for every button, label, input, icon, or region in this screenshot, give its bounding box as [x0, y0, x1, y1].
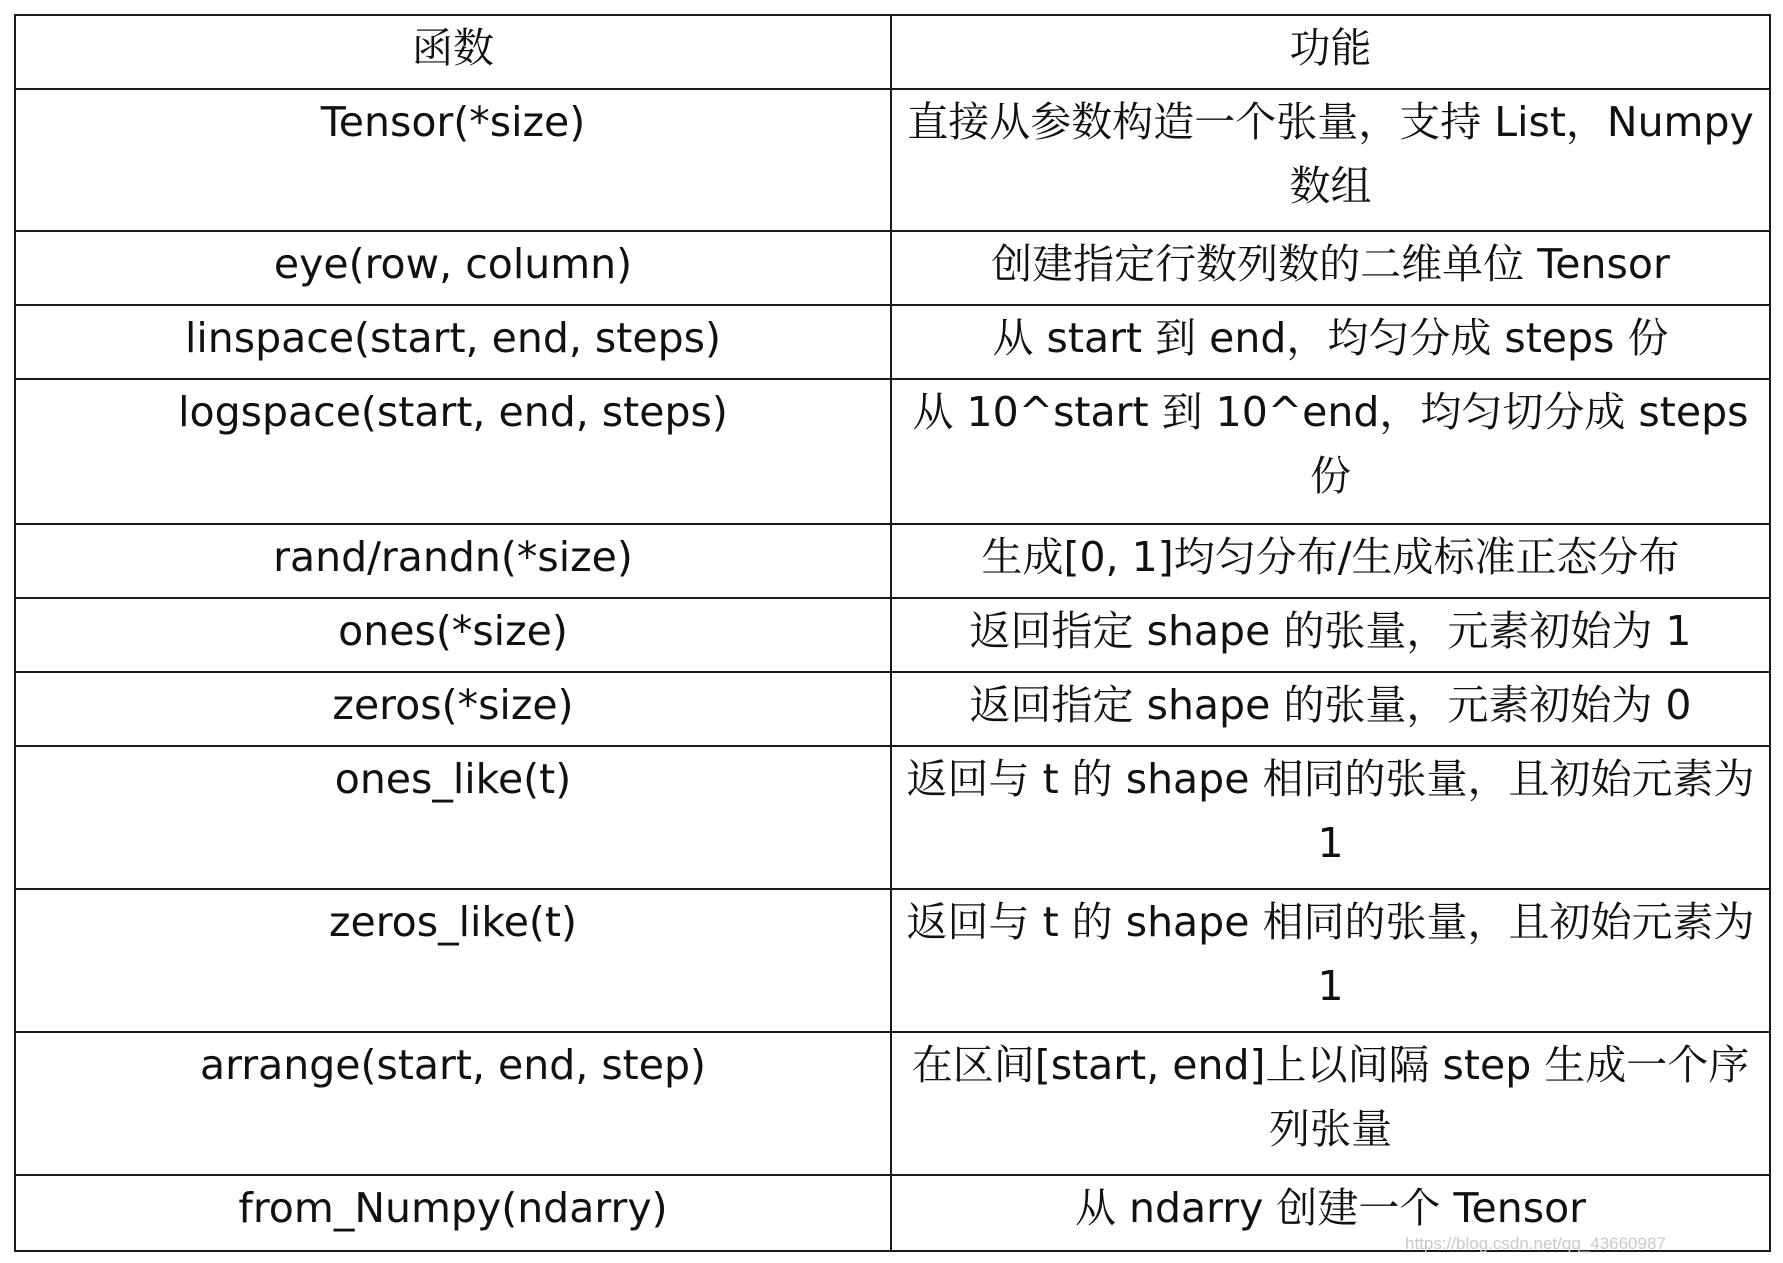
description-cell: 从 ndarry 创建一个 Tensor: [891, 1175, 1770, 1251]
description-cell: 返回与 t 的 shape 相同的张量，且初始元素为 1: [891, 889, 1770, 1032]
table-row: [15, 379, 1770, 524]
function-cell: logspace(start, end, steps): [15, 379, 891, 524]
functions-table: [14, 14, 1771, 1252]
description-cell: 从 start 到 end，均匀分成 steps 份: [891, 305, 1770, 379]
description-cell: 返回指定 shape 的张量，元素初始为 1: [891, 598, 1770, 672]
table-row: [15, 672, 1770, 746]
function-cell: linspace(start, end, steps): [15, 305, 891, 379]
function-cell: from_Numpy(ndarry): [15, 1175, 891, 1251]
description-cell: 返回与 t 的 shape 相同的张量，且初始元素为 1: [891, 746, 1770, 889]
function-cell: ones_like(t): [15, 746, 891, 889]
description-cell: 生成[0, 1]均匀分布/生成标准正态分布: [891, 524, 1770, 598]
table-row: [15, 89, 1770, 231]
table-row: [15, 598, 1770, 672]
description-cell: 从 10^start 到 10^end，均匀切分成 steps 份: [891, 379, 1770, 524]
table-row: [15, 889, 1770, 1032]
function-cell: zeros(*size): [15, 672, 891, 746]
description-cell: 创建指定行数列数的二维单位 Tensor: [891, 231, 1770, 305]
function-cell: rand/randn(*size): [15, 524, 891, 598]
table-row: [15, 746, 1770, 889]
function-cell: arrange(start, end, step): [15, 1032, 891, 1175]
table-header-row: [15, 15, 1770, 89]
table-row: [15, 1032, 1770, 1175]
function-cell: zeros_like(t): [15, 889, 891, 1032]
function-cell: ones(*size): [15, 598, 891, 672]
header-description: 功能: [891, 15, 1770, 89]
function-cell: Tensor(*size): [15, 89, 891, 231]
table-row: [15, 305, 1770, 379]
description-cell: 在区间[start, end]上以间隔 step 生成一个序列张量: [891, 1032, 1770, 1175]
table-row: [15, 231, 1770, 305]
description-cell: 直接从参数构造一个张量，支持 List，Numpy 数组: [891, 89, 1770, 231]
watermark-url: https://blog.csdn.net/qq_43660987: [1405, 1234, 1666, 1253]
header-function: 函数: [15, 15, 891, 89]
table-row: [15, 524, 1770, 598]
function-cell: eye(row, column): [15, 231, 891, 305]
description-cell: 返回指定 shape 的张量，元素初始为 0: [891, 672, 1770, 746]
